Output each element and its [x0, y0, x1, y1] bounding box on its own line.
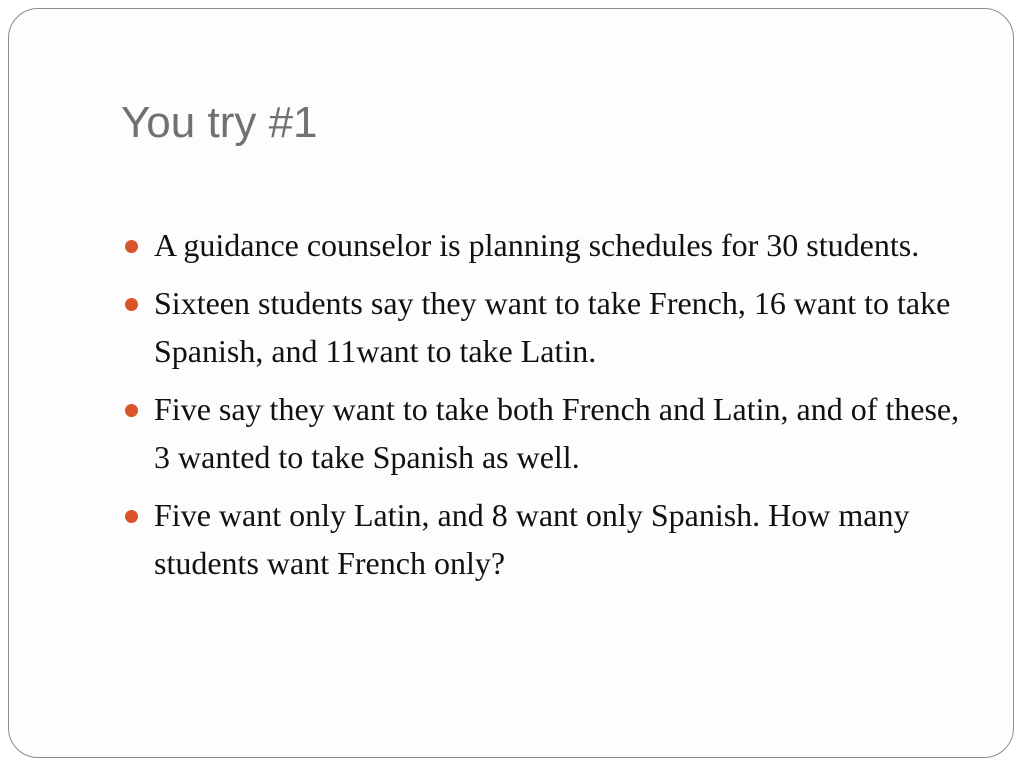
bullet-text: Five say they want to take both French and Latin, and of these, 3 wanted to take Spanish as well.: [154, 391, 960, 475]
slide: [8, 8, 1014, 758]
bullet-item: [122, 279, 982, 375]
bullet-dot-icon: [125, 404, 138, 417]
bullet-dot-icon: [125, 298, 138, 311]
bullet-dot-icon: [125, 240, 138, 253]
bullet-item: [122, 491, 982, 587]
bullet-text: Sixteen students say they want to take French, 16 want to take Spanish, and 11want to take Latin.: [154, 285, 951, 369]
bullet-text: A guidance counselor is planning schedules for 30 students.: [154, 227, 920, 263]
bullet-list: [122, 221, 982, 597]
bullet-text: Five want only Latin, and 8 want only Spanish. How many students want French only?: [154, 497, 910, 581]
slide-title: You try #1: [121, 98, 318, 147]
bullet-dot-icon: [125, 510, 138, 523]
bullet-item: [122, 221, 982, 269]
bullet-item: [122, 385, 982, 481]
